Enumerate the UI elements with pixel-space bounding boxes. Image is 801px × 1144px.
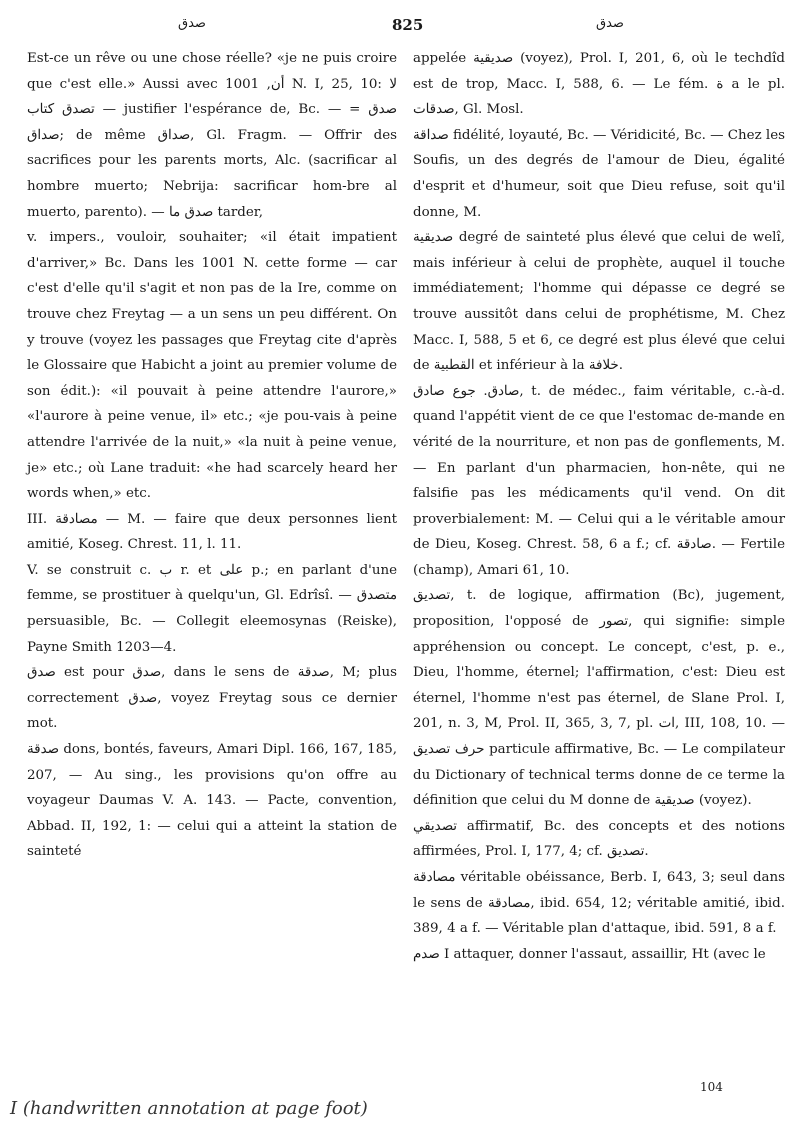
paragraph: v. impers., vouloir, souhaiter; «il était impatient d'arriver,» Bc. Dans les 1001 N. cette forme — car c'est d'elle qu'il s'agit et non pas de la Ire, comme on trouve chez Freytag — a un sens un peu différent. On y trouve (voyez les passages que Freytag cite d'après le Glossaire que Habicht a joint au premier volume de son édit.): «il pouvait à peine attendre l'aurore,» «l'aurore à peine venue, il» etc.; «je pou-vais à peine attendre l'arrivée de la nuit,» «la nuit à peine venue, je» etc.; où Lane traduit: «he had scarcely heard her words when,» etc. <box>27 230 397 502</box>
left-column <box>27 46 397 865</box>
paragraph: صدق est pour صدق, dans le sens de صدقة, M; plus correctement صدق, voyez Freytag sous ce dernier mot. <box>27 665 398 732</box>
handwritten-signature: I (handwritten annotation at page foot) <box>10 1098 368 1119</box>
paragraph: appelée صديقية (voyez), Prol. I, 201, 6, où le techdîd est de trop, Macc. I, 588, 6. — Le fém. ة a le pl. صدقات, Gl. Mosl. <box>413 51 785 118</box>
right-column <box>413 46 785 967</box>
paragraph: تصديق, t. de logique, affirmation (Bc), jugement, proposition, l'opposé de تصور, qui signifie: simple appréhension ou concept. Le concept, c'est, p. e., Dieu, l'homme, éternel; l'affirmation, c'est: Dieu est éternel, l'homme n'est pas éternel, de Slane Prol. I, 201, n. 3, M, Prol. II, 365, 3, 7, pl. ات, III, 108, 10. — حرف تصديق particule affirmative, Bc. — Le compilateur du Dictionary of technical terms donne de ce terme la définition que celui du M donne de صديقية (voyez). <box>413 588 785 809</box>
paragraph: صدقة dons, bontés, faveurs, Amari Dipl. 166, 167, 185, 207, — Au sing., les provisions qu'on offre au voyageur Daumas V. A. 143. — Pacte, convention, Abbad. II, 192, 1: — celui qui a atteint la station de sainteté <box>27 742 397 860</box>
paragraph: III. مصادقة — M. — faire que deux personnes lient amitié, Koseg. Chrest. 11, l. 11. <box>27 511 397 553</box>
paragraph: صداقة fidélité, loyauté, Bc. — Véridicité, Bc. — Chez les Soufis, un des degrés de l'amour de Dieu, égalité d'esprit et d'humeur, soit que Dieu refuse, soit qu'il donne, M. <box>413 127 785 220</box>
paragraph: صدم I attaquer, donner l'assaut, assaillir, Ht (avec le <box>413 946 766 962</box>
running-header-right: صدق <box>596 16 624 31</box>
paragraph: Est-ce un rêve ou une chose réelle? «je ne puis croire que c'est elle.» Aussi avec أن, 1001 N. I, 25, 10: لا تصدق كتاب — justifier l'espérance de, Bc. — صدق = صداق; de même صداق, Gl. Fragm. — Offrir des sacrifices pour les parents morts, Alc. (sacrificar al hombre muerto; Nebrija: sacrificar hom-bre al muerto, parento). — صدق ما tarder, <box>27 51 397 220</box>
paragraph: صادق. جوع صادق, t. de médec., faim véritable, c.-à-d. quand l'appétit vient de ce que l'estomac de-mande en vérité de la nourriture, et non pas de gonflements, M. — En parlant d'un pharmacien, hon-nête, qui ne falsifie pas les médicaments qu'il vend. On dit proverbialement: M. — Celui qui a le véritable amour de Dieu, Koseg. Chrest. 58, 6 a f.; cf. صادقة. — Fertile (champ), Amari 61, 10. <box>413 383 786 578</box>
page-number: 825 <box>392 16 424 34</box>
folio-number: 104 <box>700 1080 723 1094</box>
paragraph: صديقية degré de sainteté plus élevé que celui de welî, mais inférieur à celui de prophète, auquel il touche immédiatement; l'homme qui dépasse ce degré se trouve aussitôt dans celui de prophétisme, M. Chez Macc. I, 588, 5 et 6, ce degré est plus élevé que celui de القطبية et inférieur à la خلافة. <box>413 230 785 374</box>
paragraph: تصديقي affirmatif, Bc. des concepts et des notions affirmées, Prol. I, 177, 4; cf. تصديق. <box>413 818 785 860</box>
paragraph: مصادقة véritable obéissance, Berb. I, 643, 3; seul dans le sens de مصادقة, ibid. 654, 12; véritable amitié, ibid. 389, 4 a f. — Véritable plan d'attaque, ibid. 591, 8 a f. <box>413 870 786 937</box>
running-header-left: صدق <box>178 16 206 31</box>
paragraph: V. se construit c. ب r. et على p.; en parlant d'une femme, se prostituer à quelqu'un, Gl. Edrîsî. — متصدق persuasible, Bc. — Collegit eleemosynas (Reiske), Payne Smith 1203—4. <box>27 562 397 655</box>
